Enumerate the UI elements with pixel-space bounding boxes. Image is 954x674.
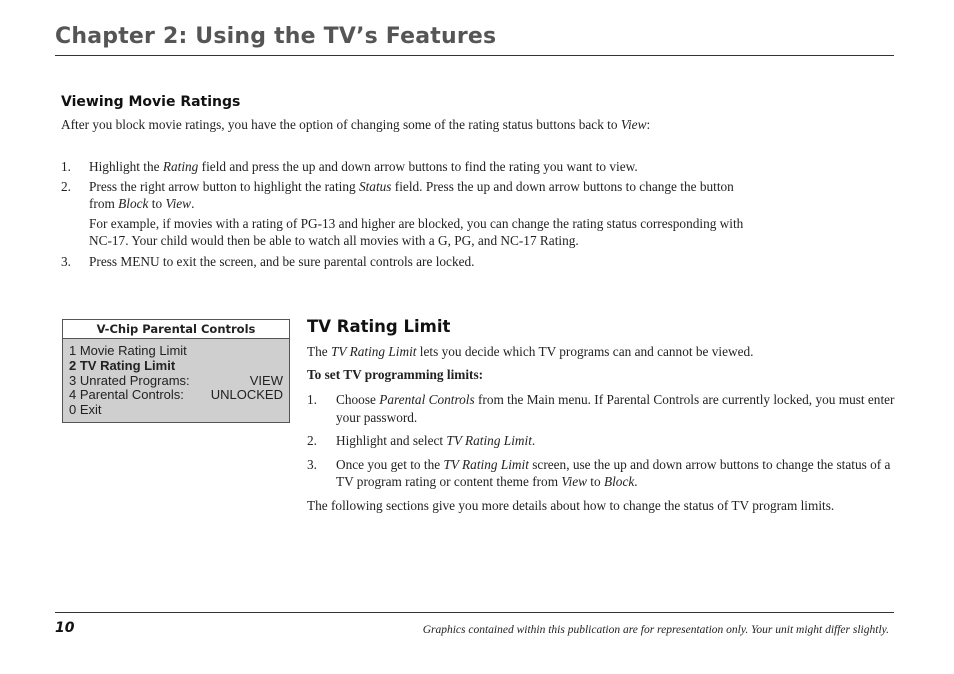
viewing-movie-ratings-steps xyxy=(61,158,751,270)
list-item xyxy=(307,391,897,426)
list-item xyxy=(61,253,751,271)
step-number: 1. xyxy=(307,392,317,407)
chapter-title: Chapter 2: Using the TV’s Features xyxy=(55,24,497,49)
step-number: 1. xyxy=(61,159,71,174)
menu-list xyxy=(63,339,289,418)
menu-item-exit[interactable]: 0 Exit xyxy=(69,402,102,418)
tv-rating-limit-intro: The TV Rating Limit lets you decide which TV programs can and cannot be viewed. xyxy=(307,344,754,359)
step-number: 2. xyxy=(307,433,317,448)
list-item xyxy=(61,178,751,250)
viewing-movie-ratings-intro: After you block movie ratings, you have the option of changing some of the rating status buttons back to View: xyxy=(61,117,651,132)
step-text: Once you get to the TV Rating Limit screen, use the up and down arrow buttons to change the status of a TV program rating or content theme from View to Block. xyxy=(336,456,891,489)
menu-item-parental-controls[interactable]: 4 Parental Controls: UNLOCKED xyxy=(69,387,283,403)
menu-item-value: UNLOCKED xyxy=(210,387,283,403)
menu-item-unrated-programs[interactable]: 3 Unrated Programs: VIEW xyxy=(69,372,283,388)
list-item xyxy=(307,456,897,491)
menu-title: V-Chip Parental Controls xyxy=(63,320,289,339)
menu-item-tv-rating-limit[interactable]: 2 TV Rating Limit xyxy=(69,357,176,373)
menu-item-movie-rating-limit[interactable]: 1 Movie Rating Limit xyxy=(69,343,187,358)
page-number: 10 xyxy=(55,620,75,636)
section-heading-viewing-movie-ratings: Viewing Movie Ratings xyxy=(61,94,241,110)
footer-disclaimer: Graphics contained within this publication are for representation only. Your unit might differ slightly. xyxy=(422,624,889,636)
set-limits-label: To set TV programming limits: xyxy=(307,367,484,382)
tv-rating-limit-steps xyxy=(307,391,897,497)
step-note: For example, if movies with a rating of PG-13 and higher are blocked, you can change the rating status corresponding with NC-17. Your child would then be able to watch all movies with a G, PG, and NC-17 Rating. xyxy=(89,215,744,248)
section-heading-tv-rating-limit: TV Rating Limit xyxy=(307,317,451,336)
step-number: 2. xyxy=(61,178,71,194)
footer-divider xyxy=(55,612,894,613)
list-item xyxy=(307,432,897,450)
menu-item-value: VIEW xyxy=(249,372,283,388)
step-number: 3. xyxy=(307,456,317,472)
step-text: Choose Parental Controls from the Main menu. If Parental Controls are currently locked, you must enter your password. xyxy=(336,392,895,425)
title-divider xyxy=(55,55,894,56)
step-text: Highlight and select TV Rating Limit. xyxy=(336,433,536,448)
step-text: Press MENU to exit the screen, and be sure parental controls are locked. xyxy=(89,253,475,269)
step-text: Press the right arrow button to highlight the rating Status field. Press the up and down arrow buttons to change the button from Block to View. xyxy=(89,178,734,211)
list-item xyxy=(61,158,751,176)
step-text: Highlight the Rating field and press the up and down arrow buttons to find the rating you want to view. xyxy=(89,159,638,174)
step-number: 3. xyxy=(61,253,71,269)
vchip-menu-panel xyxy=(62,319,290,423)
tv-rating-limit-outro: The following sections give you more details about how to change the status of TV program limits. xyxy=(307,498,835,513)
